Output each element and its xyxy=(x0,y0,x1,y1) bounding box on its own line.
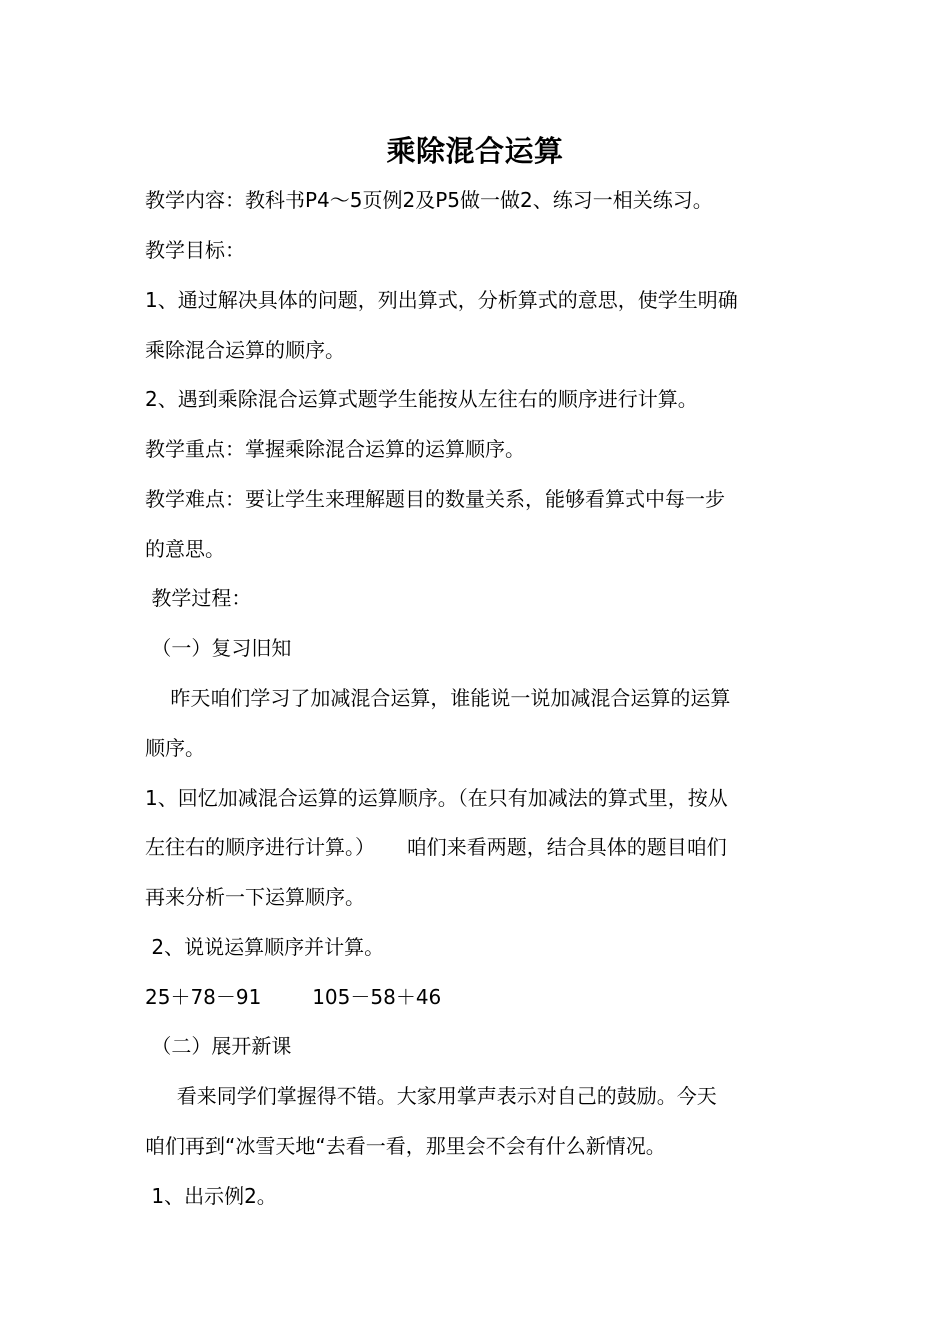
review-step-1-line-2: 左往右的顺序进行计算。） 咱们来看两题，结合具体的题目咱们 xyxy=(145,835,727,859)
difficulty-line-1: 教学难点：要让学生来理解题目的数量关系，能够看算式中每一步 xyxy=(145,487,725,511)
review-intro-line-1: 昨天咱们学习了加减混合运算，谁能说一说加减混合运算的运算 xyxy=(145,686,731,710)
section-review: （一）复习旧知 xyxy=(145,636,292,660)
paragraph-key-points: 教学重点：掌握乘除混合运算的运算顺序。 xyxy=(145,437,525,461)
new-lesson-line-2: 咱们再到“冰雪天地“去看一看，那里会不会有什么新情况。 xyxy=(145,1134,666,1158)
document-title: 乘除混合运算 xyxy=(386,134,564,168)
review-step-2: 2、说说运算顺序并计算。 xyxy=(145,935,385,959)
objective-1-line-2: 乘除混合运算的顺序。 xyxy=(145,338,345,362)
new-lesson-step-1: 1、出示例2。 xyxy=(145,1184,277,1208)
new-lesson-line-1: 看来同学们掌握得不错。大家用掌声表示对自己的鼓励。今天 xyxy=(145,1084,717,1108)
review-step-1-line-3: 再来分析一下运算顺序。 xyxy=(145,885,365,909)
section-new-lesson: （二）展开新课 xyxy=(145,1034,292,1058)
paragraph-teaching-content: 教学内容：教科书P4～5页例2及P5做一做2、练习一相关练习。 xyxy=(145,188,713,212)
objective-2: 2、遇到乘除混合运算式题学生能按从左往右的顺序进行计算。 xyxy=(145,387,698,411)
review-intro-line-2: 顺序。 xyxy=(145,736,205,760)
review-expressions: 25＋78－91 105－58＋46 xyxy=(145,985,442,1009)
review-step-1-line-1: 1、回忆加减混合运算的运算顺序。（在只有加减法的算式里，按从 xyxy=(145,786,728,810)
heading-teaching-objectives: 教学目标： xyxy=(145,238,245,262)
heading-teaching-process: 教学过程： xyxy=(145,586,252,610)
difficulty-line-2: 的意思。 xyxy=(145,537,225,561)
objective-1-line-1: 1、通过解决具体的问题，列出算式，分析算式的意思，使学生明确 xyxy=(145,288,738,312)
